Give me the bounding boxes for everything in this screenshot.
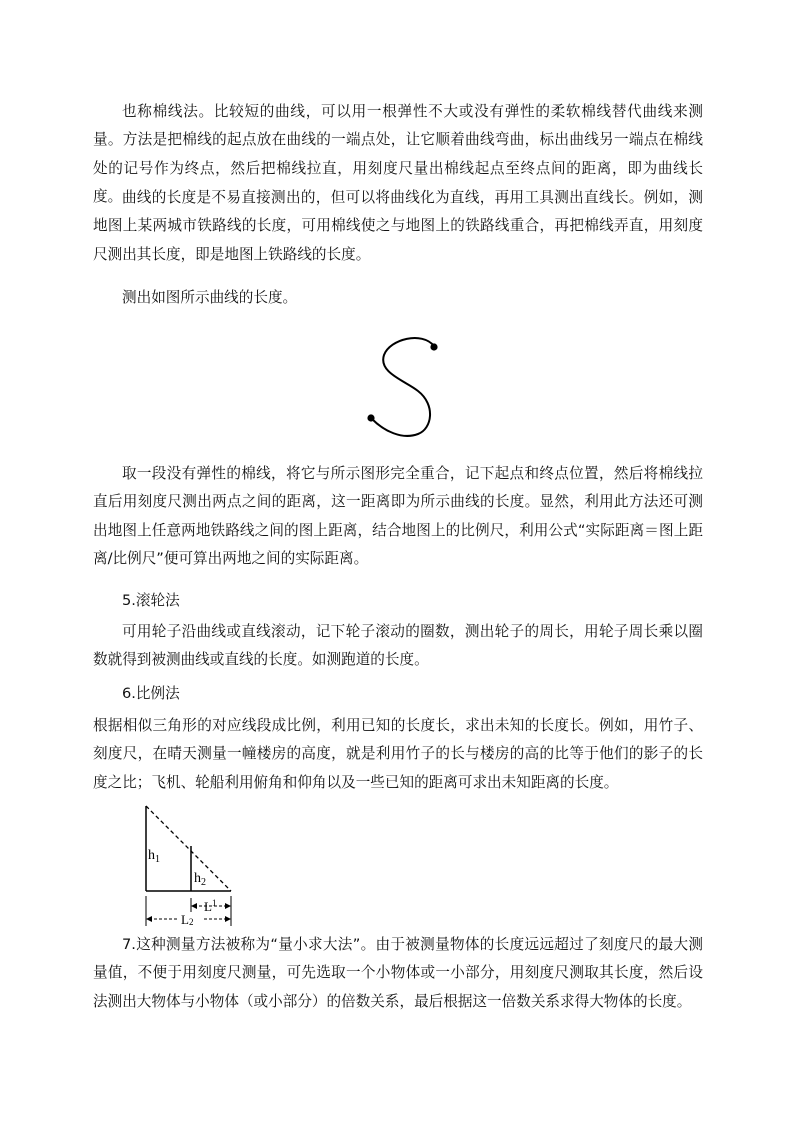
similar-triangles-figure xyxy=(138,802,248,930)
l2-arrow-left xyxy=(146,916,152,922)
paragraph-measure-curve-task: 测出如图所示曲线的长度。 xyxy=(122,289,298,306)
paragraph-cotton-thread-method: 也称棉线法。比较短的曲线，可以用一根弹性不大或没有弹性的柔软棉线替代曲线来测量。方法是把棉线的起点放在曲线的一端点处，让它顺着曲线弯曲，标出曲线另一端点在棉线处的记号作为终点，然后把棉线拉直，用刻度尺量出棉线起点至终点间的距离，即为曲线长度。 xyxy=(93,103,703,205)
l2-arrow-right xyxy=(225,916,231,922)
paragraph-curve-to-line: 曲线的长度是不易直接测出的，但可以将曲线化为直线，再用工具测出直线长。例如，测地图上某两城市铁路线的长度，可用棉线使之与地图上的铁路线重合，再把棉线弄直，用刻度尺测出其长度，即是地图上铁路线的长度。 xyxy=(93,189,703,263)
l1-arrow-left xyxy=(191,903,197,909)
s-curve-figure xyxy=(360,333,450,443)
paragraph-cotton-thread-solution: 取一段没有弹性的棉线，将它与所示图形完全重合，记下起点和终点位置，然后将棉线拉直后用刻度尺测出两点之间的距离，这一距离即为所示曲线的长度。显然，利用此方法还可测出地图上任意两地铁路线之间的图上距离，结合地图上的比例尺，利用公式“实际距离＝图上距离/比例尺”便可算出两地之间的实际距离。 xyxy=(93,465,703,567)
l2-label: L2 xyxy=(181,912,194,927)
s-curve-start-point xyxy=(367,414,374,421)
paragraph-proportion: 根据相似三角形的对应线段成比例，利用已知的长度长，求出未知的长度长。例如，用竹子、刻度尺，在晴天测量一幢楼房的高度，就是利用竹子的长与楼房的高的比等于他们的影子的长度之比；飞机、轮船利用俯角和仰角以及一些已知的距离可求出未知距离的长度。 xyxy=(93,717,703,791)
dashed-hypotenuse xyxy=(146,806,231,891)
heading-rolling-wheel-method: 5.滚轮法 xyxy=(122,592,180,609)
h2-label: $h_2$ xyxy=(194,871,206,888)
s-curve-end-point xyxy=(430,343,437,350)
heading-proportion-method: 6.比例法 xyxy=(122,685,180,702)
s-curve-drawing xyxy=(360,333,450,443)
paragraph-rolling-wheel: 可用轮子沿曲线或直线滚动，记下轮子滚动的圈数，测出轮子的周长，用轮子周长乘以圈数就得到被测曲线或直线的长度。如测跑道的长度。 xyxy=(93,623,703,669)
s-curve-line xyxy=(372,338,434,436)
paragraph-measure-small-find-large: 7.这种测量方法被称为“量小求大法”。由于被测量物体的长度远远超过了刻度尺的最大测量值，不便于用刻度尺测量，可先选取一个小物体或一小部分，用刻度尺测取其长度，然后设法测出大物体与小物体（或小部分）的倍数关系，最后根据这一倍数关系求得大物体的长度。 xyxy=(93,936,703,1010)
h1-label: $h_1$ xyxy=(148,848,160,865)
l1-arrow-right xyxy=(225,903,231,909)
similar-triangles-drawing xyxy=(138,802,248,930)
l1-label: $L^1$ xyxy=(204,898,217,914)
